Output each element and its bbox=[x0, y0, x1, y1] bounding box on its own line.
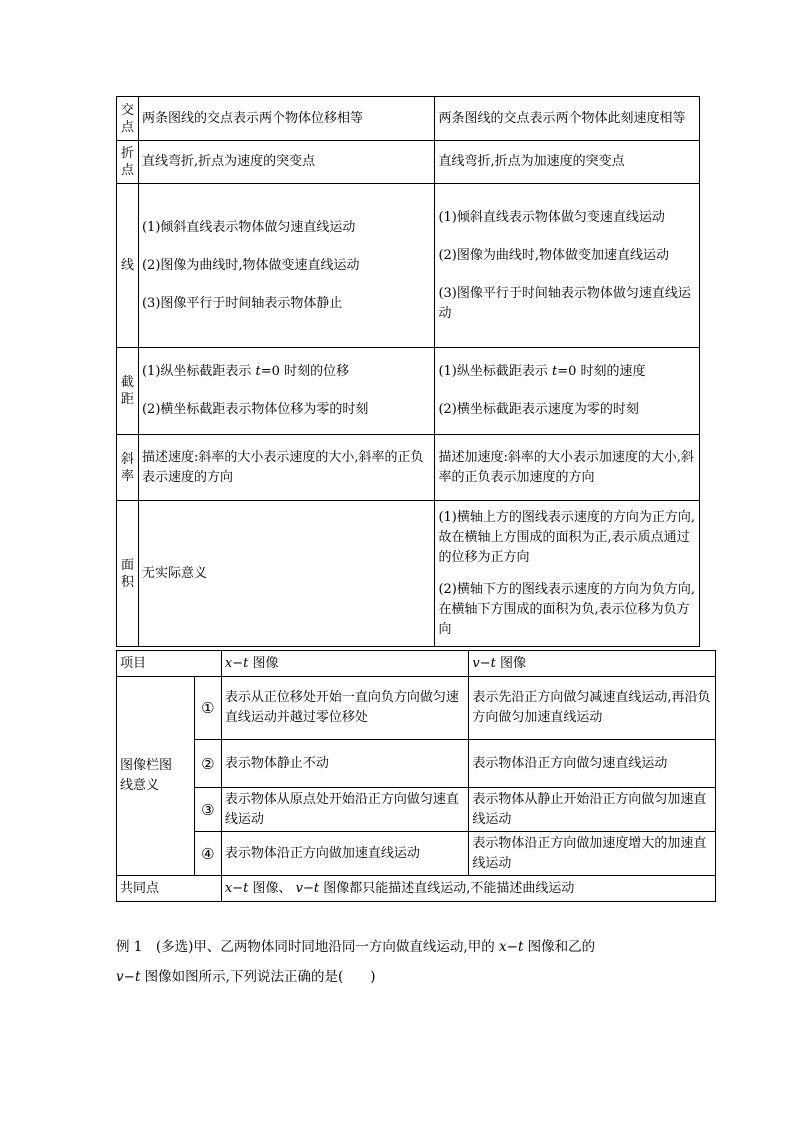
common-point-text: x−t 图像、 v−t 图像都只能描述直线运动,不能描述曲线运动 bbox=[221, 876, 715, 902]
example-line-2: v−t 图像如图所示,下列说法正确的是( ) bbox=[116, 969, 376, 985]
x-t-meaning-cell: 表示物体从原点处开始沿正方向做匀速直线运动 bbox=[221, 788, 469, 832]
v-t-slope-cell: 描述加速度:斜率的大小表示加速度的大小,斜率的正负表示加速度的方向 bbox=[435, 435, 700, 501]
v-t-intercept-cell: (1)纵坐标截距表示 t=0 时刻的速度 (2)横坐标截距表示速度为零的时刻 bbox=[435, 348, 700, 435]
row-label-turning-point: 折 点 bbox=[117, 141, 139, 184]
common-point-label: 共同点 bbox=[117, 876, 222, 902]
table-row-slope bbox=[117, 435, 700, 501]
table-row-line bbox=[117, 184, 700, 348]
common-point-row bbox=[117, 876, 716, 902]
v-t-intersection-cell: 两条图线的交点表示两个物体此刻速度相等 bbox=[435, 97, 700, 141]
x-t-meaning-cell: 表示物体静止不动 bbox=[221, 740, 469, 788]
comparison-table-lower bbox=[116, 650, 716, 902]
table-row-turning-point bbox=[117, 141, 700, 184]
table-row bbox=[117, 740, 716, 788]
v-t-area-cell: (1)横轴上方的图线表示速度的方向为正方向,故在横轴上方围成的面积为正,表示质点通过的位移为正方向 (2)横轴下方的图线表示速度的方向为负方向,在横轴下方围成的面积为负,表示位移为负方向 bbox=[435, 501, 700, 647]
v-t-meaning-cell: 表示物体从静止开始沿正方向做匀加速直线运动 bbox=[469, 788, 716, 832]
x-t-slope-cell: 描述速度:斜率的大小表示速度的大小,斜率的正负表示速度的方向 bbox=[138, 435, 434, 501]
x-t-turning-point-cell: 直线弯折,折点为速度的突变点 bbox=[138, 141, 434, 184]
table-row bbox=[117, 832, 716, 876]
table-row bbox=[117, 677, 716, 740]
v-t-turning-point-cell: 直线弯折,折点为加速度的突变点 bbox=[435, 141, 700, 184]
x-t-line-cell: (1)倾斜直线表示物体做匀速直线运动 (2)图像为曲线时,物体做变速直线运动 (3)图像平行于时间轴表示物体静止 bbox=[138, 184, 434, 348]
v-t-line-cell: (1)倾斜直线表示物体做匀变速直线运动 (2)图像为曲线时,物体做变加速直线运动 (3)图像平行于时间轴表示物体做匀速直线运动 bbox=[435, 184, 700, 348]
v-t-meaning-cell: 表示先沿正方向做匀减速直线运动,再沿负方向做匀加速直线运动 bbox=[469, 677, 716, 740]
header-v-t: v−t 图像 bbox=[469, 651, 716, 677]
comparison-table-upper bbox=[116, 96, 700, 647]
row-label-intercept: 截 距 bbox=[117, 348, 139, 435]
table-row-area bbox=[117, 501, 700, 647]
table-row bbox=[117, 788, 716, 832]
x-t-area-cell: 无实际意义 bbox=[138, 501, 434, 647]
group-label: 图像栏图 线意义 bbox=[117, 677, 195, 876]
x-t-meaning-cell: 表示从正位移处开始一直向负方向做匀速直线运动并越过零位移处 bbox=[221, 677, 469, 740]
row-label-line: 线 bbox=[117, 184, 139, 348]
v-t-meaning-cell: 表示物体沿正方向做匀速直线运动 bbox=[469, 740, 716, 788]
row-label-intersection: 交 点 bbox=[117, 97, 139, 141]
example-question bbox=[116, 932, 716, 992]
table-row-intersection bbox=[117, 97, 700, 141]
example-line-1: 例 1 (多选)甲、乙两物体同时同地沿同一方向做直线运动,甲的 x−t 图像和乙的 bbox=[116, 939, 596, 955]
row-label-area: 面 积 bbox=[117, 501, 139, 647]
row-number-2: ② bbox=[194, 740, 221, 788]
row-number-4: ④ bbox=[194, 832, 221, 876]
x-t-intersection-cell: 两条图线的交点表示两个物体位移相等 bbox=[138, 97, 434, 141]
table-header-row bbox=[117, 651, 716, 677]
v-t-meaning-cell: 表示物体沿正方向做加速度增大的加速直线运动 bbox=[469, 832, 716, 876]
x-t-intercept-cell: (1)纵坐标截距表示 t=0 时刻的位移 (2)横坐标截距表示物体位移为零的时刻 bbox=[138, 348, 434, 435]
header-x-t: x−t 图像 bbox=[221, 651, 469, 677]
table-row-intercept bbox=[117, 348, 700, 435]
row-label-slope: 斜 率 bbox=[117, 435, 139, 501]
row-number-3: ③ bbox=[194, 788, 221, 832]
row-number-1: ① bbox=[194, 677, 221, 740]
header-item: 项目 bbox=[117, 651, 222, 677]
x-t-meaning-cell: 表示物体沿正方向做加速直线运动 bbox=[221, 832, 469, 876]
